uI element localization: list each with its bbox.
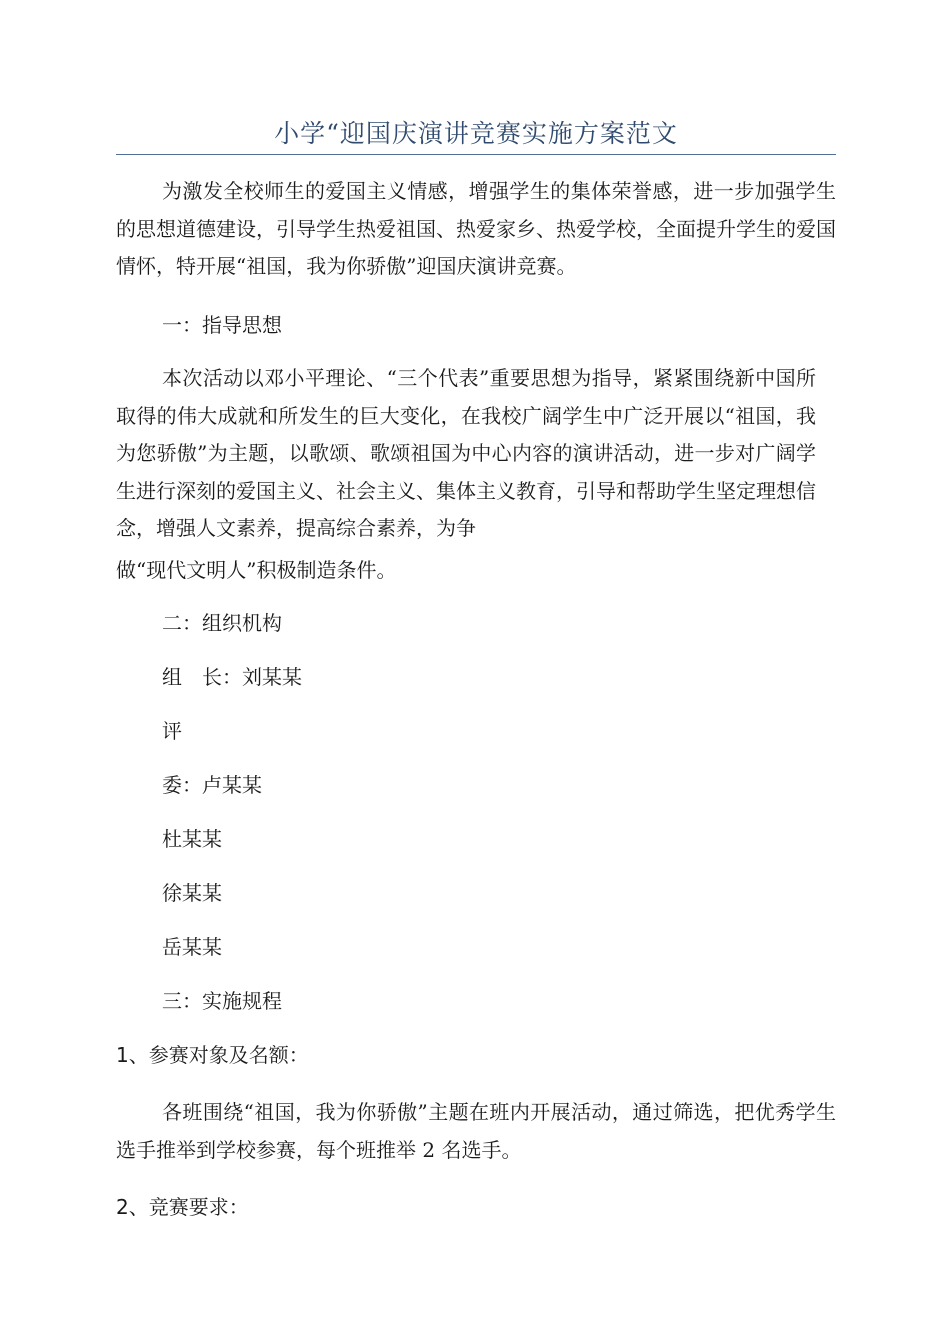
section-heading-organization: 二：组织机构 [162, 611, 282, 635]
organization-judge-label: 评 [162, 719, 182, 743]
intro-paragraph: 为激发全校师生的爱国主义情感，增强学生的集体荣誉感，进一步加强学生的思想道德建设，引导学生热爱祖国、热爱家乡、热爱学校，全面提升学生的爱国情怀，特开展“祖国，我为你骄傲”迎国庆演讲竞赛。 [116, 179, 836, 278]
section-heading-guiding-ideology: 一：指导思想 [162, 313, 282, 337]
guiding-ideology-paragraph: 本次活动以邓小平理论、“三个代表”重要思想为指导，紧紧围绕新中国所取得的伟大成就和所发生的巨大变化，在我校广阔学生中广泛开展以“祖国，我为您骄傲”为主题，以歌颂、歌颂祖国为中心内容的演讲活动，进一步对广阔学生进行深刻的爱国主义、社会主义、集体主义教育，引导和帮助学生坚定理想信念，增强人文素养，提高综合素养，为争 [116, 366, 816, 540]
document-title: 小学“迎国庆演讲竞赛实施方案范文 [274, 119, 678, 148]
guiding-ideology-paragraph-end: 做“现代文明人”积极制造条件。 [116, 558, 397, 582]
organization-judge-3: 徐某某 [162, 881, 222, 905]
participants-paragraph: 各班围绕“祖国，我为你骄傲”主题在班内开展活动，通过筛选，把优秀学生选手推举到学校参赛，每个班推举 2 名选手。 [116, 1100, 836, 1162]
organization-leader: 组 长：刘某某 [162, 665, 302, 689]
organization-judge-4: 岳某某 [162, 935, 222, 959]
item-heading-requirements: 2、竞赛要求： [116, 1195, 249, 1219]
organization-judge-2: 杜某某 [162, 827, 222, 851]
title-underline [116, 154, 836, 155]
section-heading-implementation: 三：实施规程 [162, 989, 282, 1013]
organization-judge-1: 委：卢某某 [162, 773, 262, 797]
item-heading-participants: 1、参赛对象及名额： [116, 1043, 309, 1067]
